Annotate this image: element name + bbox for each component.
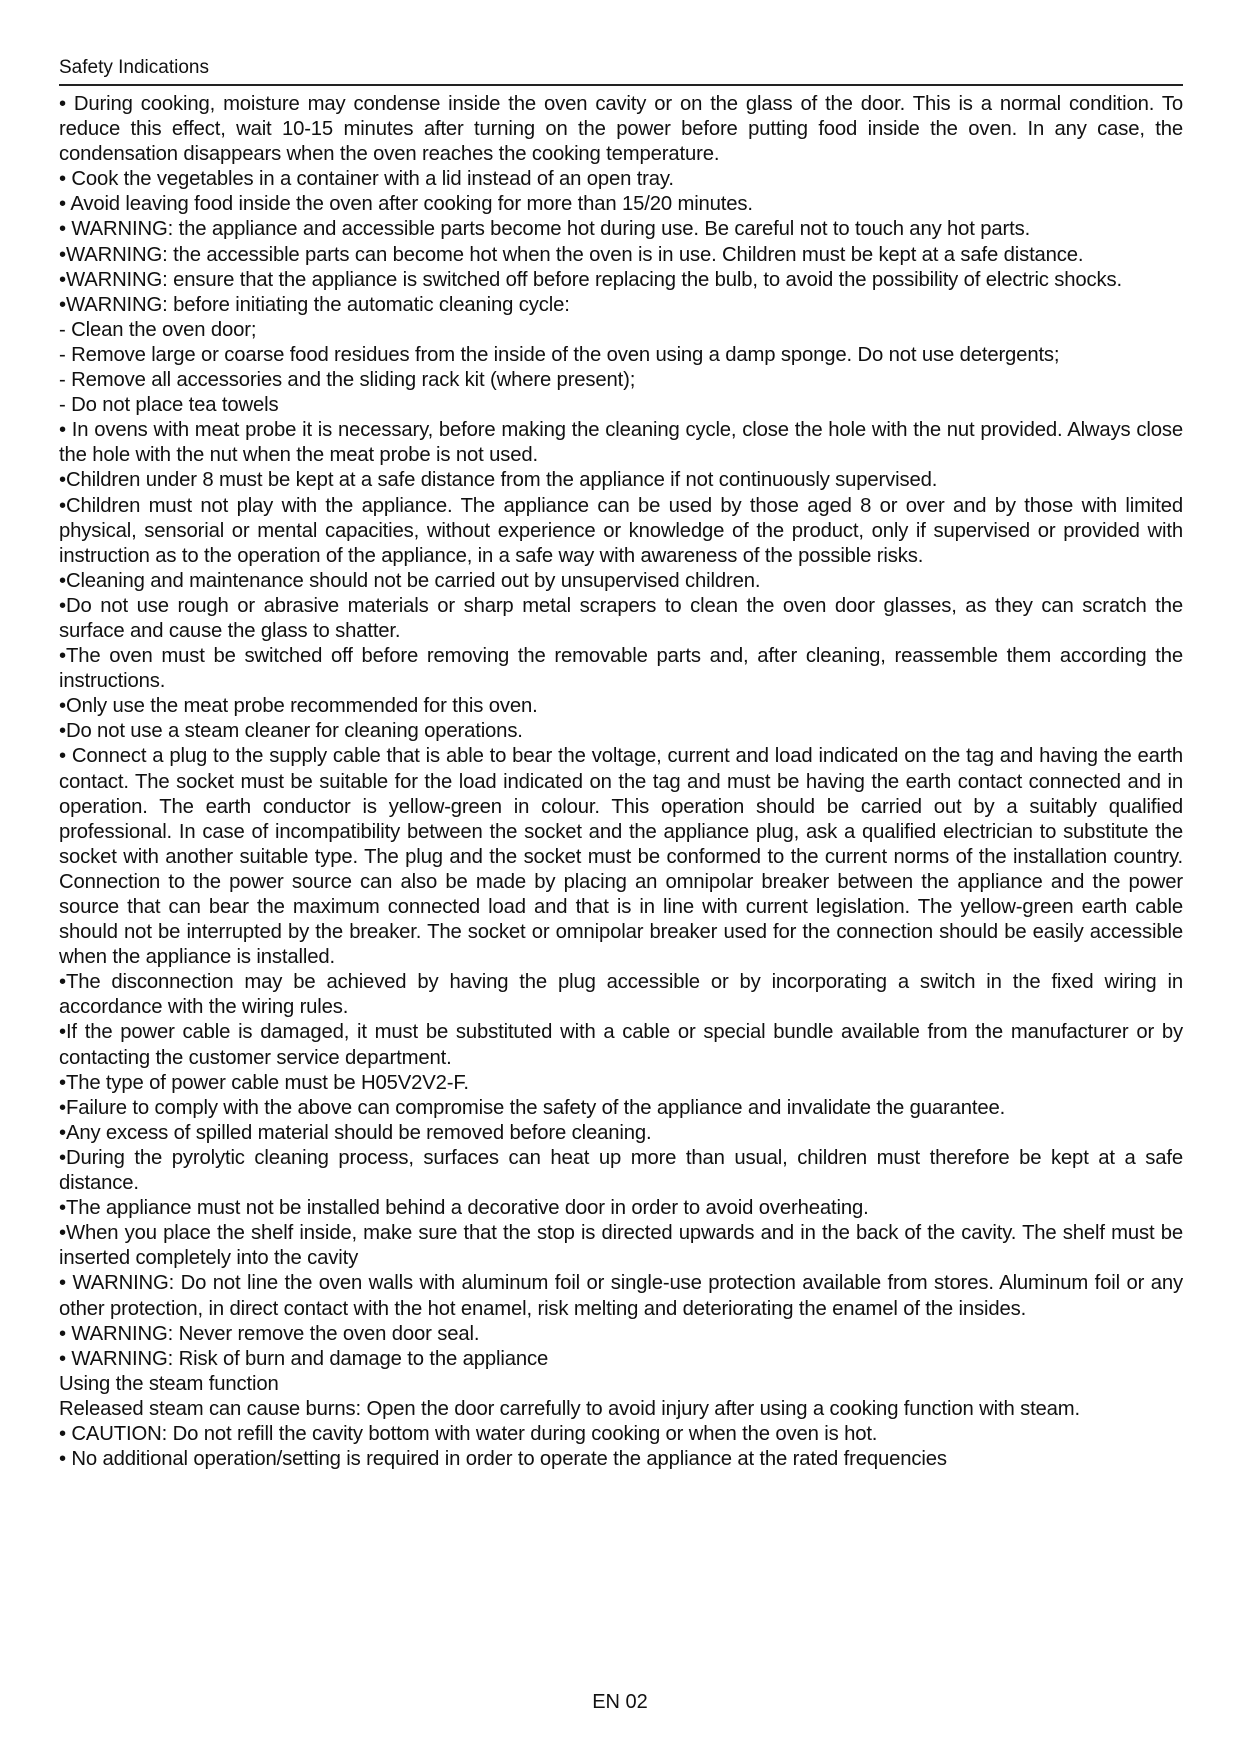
paragraph: •WARNING: the accessible parts can become hot when the oven is in use. Children must be kept at a safe distance. [59,243,1084,266]
paragraph: • WARNING: the appliance and accessible parts become hot during use. Be careful not to touch any hot parts. [59,218,1031,241]
paragraph: •Only use the meat probe recommended for this oven. [59,695,538,718]
paragraph: - Remove all accessories and the sliding rack kit (where present); [59,369,636,392]
paragraph: • During cooking, moisture may condense inside the oven cavity or on the glass of the door. This is a normal condition. To reduce this effect, wait 10-15 minutes after turning on the power before putting food inside the oven. In any case, the condensation disappears when the oven reaches the cooking temperature. [59,93,1183,166]
paragraph: •The oven must be switched off before removing the removable parts and, after cleaning, reassemble them according the instructions. [59,645,1183,693]
paragraph: •Cleaning and maintenance should not be carried out by unsupervised children. [59,569,761,592]
paragraph: •During the pyrolytic cleaning process, surfaces can heat up more than usual, children must therefore be kept at a safe distance. [59,1146,1183,1195]
paragraph: • CAUTION: Do not refill the cavity bottom with water during cooking or when the oven is hot. [59,1422,878,1445]
paragraph: Released steam can cause burns: Open the door carrefully to avoid injury after using a cooking function with steam. [59,1397,1081,1420]
paragraph: •Any excess of spilled material should be removed before cleaning. [59,1121,652,1144]
paragraph: •If the power cable is damaged, it must be substituted with a cable or special bundle available from the manufacturer or by contacting the customer service department. [59,1021,1183,1069]
paragraph: • Avoid leaving food inside the oven after cooking for more than 15/20 minutes. [59,193,753,216]
paragraph: •Do not use rough or abrasive materials or sharp metal scrapers to clean the oven door glasses, as they can scratch the surface and cause the glass to shatter. [59,594,1183,642]
paragraph: • WARNING: Never remove the oven door seal. [59,1322,480,1345]
paragraph: - Remove large or coarse food residues from the inside of the oven using a damp sponge. Do not use detergents; [59,343,1060,366]
section-header: Safety Indications [59,56,1183,86]
paragraph: •Children under 8 must be kept at a safe distance from the appliance if not continuously supervised. [59,469,938,492]
paragraph: •WARNING: before initiating the automatic cleaning cycle: [59,293,570,316]
paragraph: • In ovens with meat probe it is necessary, before making the cleaning cycle, close the hole with the nut provided. Always close the hole with the nut when the meat probe is not used. [59,419,1183,467]
paragraph: • Cook the vegetables in a container with a lid instead of an open tray. [59,168,674,191]
paragraph: •Children must not play with the appliance. The appliance can be used by those aged 8 or over and by those with limited physical, sensorial or mental capacities, without experience or knowledge of the product, only if supervised or provided with instruction as to the operation of the appliance, in a safe way with awareness of the possible risks. [59,494,1183,567]
paragraph: •Do not use a steam cleaner for cleaning operations. [59,720,523,743]
paragraph: •Failure to comply with the above can compromise the safety of the appliance and invalidate the guarantee. [59,1096,1006,1119]
paragraph: • No additional operation/setting is required in order to operate the appliance at the rated frequencies [59,1448,947,1471]
paragraph: •The type of power cable must be H05V2V2-F. [59,1071,469,1094]
paragraph: • Connect a plug to the supply cable that is able to bear the voltage, current and load indicated on the tag and having the earth contact. The socket must be suitable for the load indicated on the tag and must be having the earth contact connected and in operation. The earth conductor is yellow-green in colour. This operation should be carried out by a suitably qualified professional. In case of incompatibility between the socket and the appliance plug, ask a qualified electrician to substitute the socket with another suitable type. The plug and the socket must be conformed to the current norms of the installation country. Connection to the power source can also be made by placing an omnipolar breaker between the appliance and the power source that can bear the maximum connected load and that is in line with current legislation. The yellow-green earth cable should not be interrupted by the breaker. The socket or omnipolar breaker used for the connection should be easily accessible when the appliance is installed. [59,745,1183,969]
page-number: EN 02 [592,1691,648,1713]
paragraph: - Clean the oven door; [59,318,257,341]
paragraph: •When you place the shelf inside, make sure that the stop is directed upwards and in the back of the cavity. The shelf must be inserted completely into the cavity [59,1222,1183,1270]
subheading: Using the steam function [59,1372,279,1395]
paragraph: • WARNING: Do not line the oven walls with aluminum foil or single-use protection available from stores. Aluminum foil or any other protection, in direct contact with the hot enamel, risk melting and deteriorating the enamel of the insides. [59,1272,1183,1320]
paragraph: •The disconnection may be achieved by having the plug accessible or by incorporating a switch in the fixed wiring in accordance with the wiring rules. [59,971,1183,1019]
paragraph: •The appliance must not be installed behind a decorative door in order to avoid overheating. [59,1197,869,1220]
document-body [59,92,1183,1472]
paragraph: - Do not place tea towels [59,394,279,417]
paragraph: •WARNING: ensure that the appliance is switched off before replacing the bulb, to avoid the possibility of electric shocks. [59,268,1122,291]
document-page [59,56,1183,1472]
paragraph: • WARNING: Risk of burn and damage to the appliance [59,1347,549,1370]
